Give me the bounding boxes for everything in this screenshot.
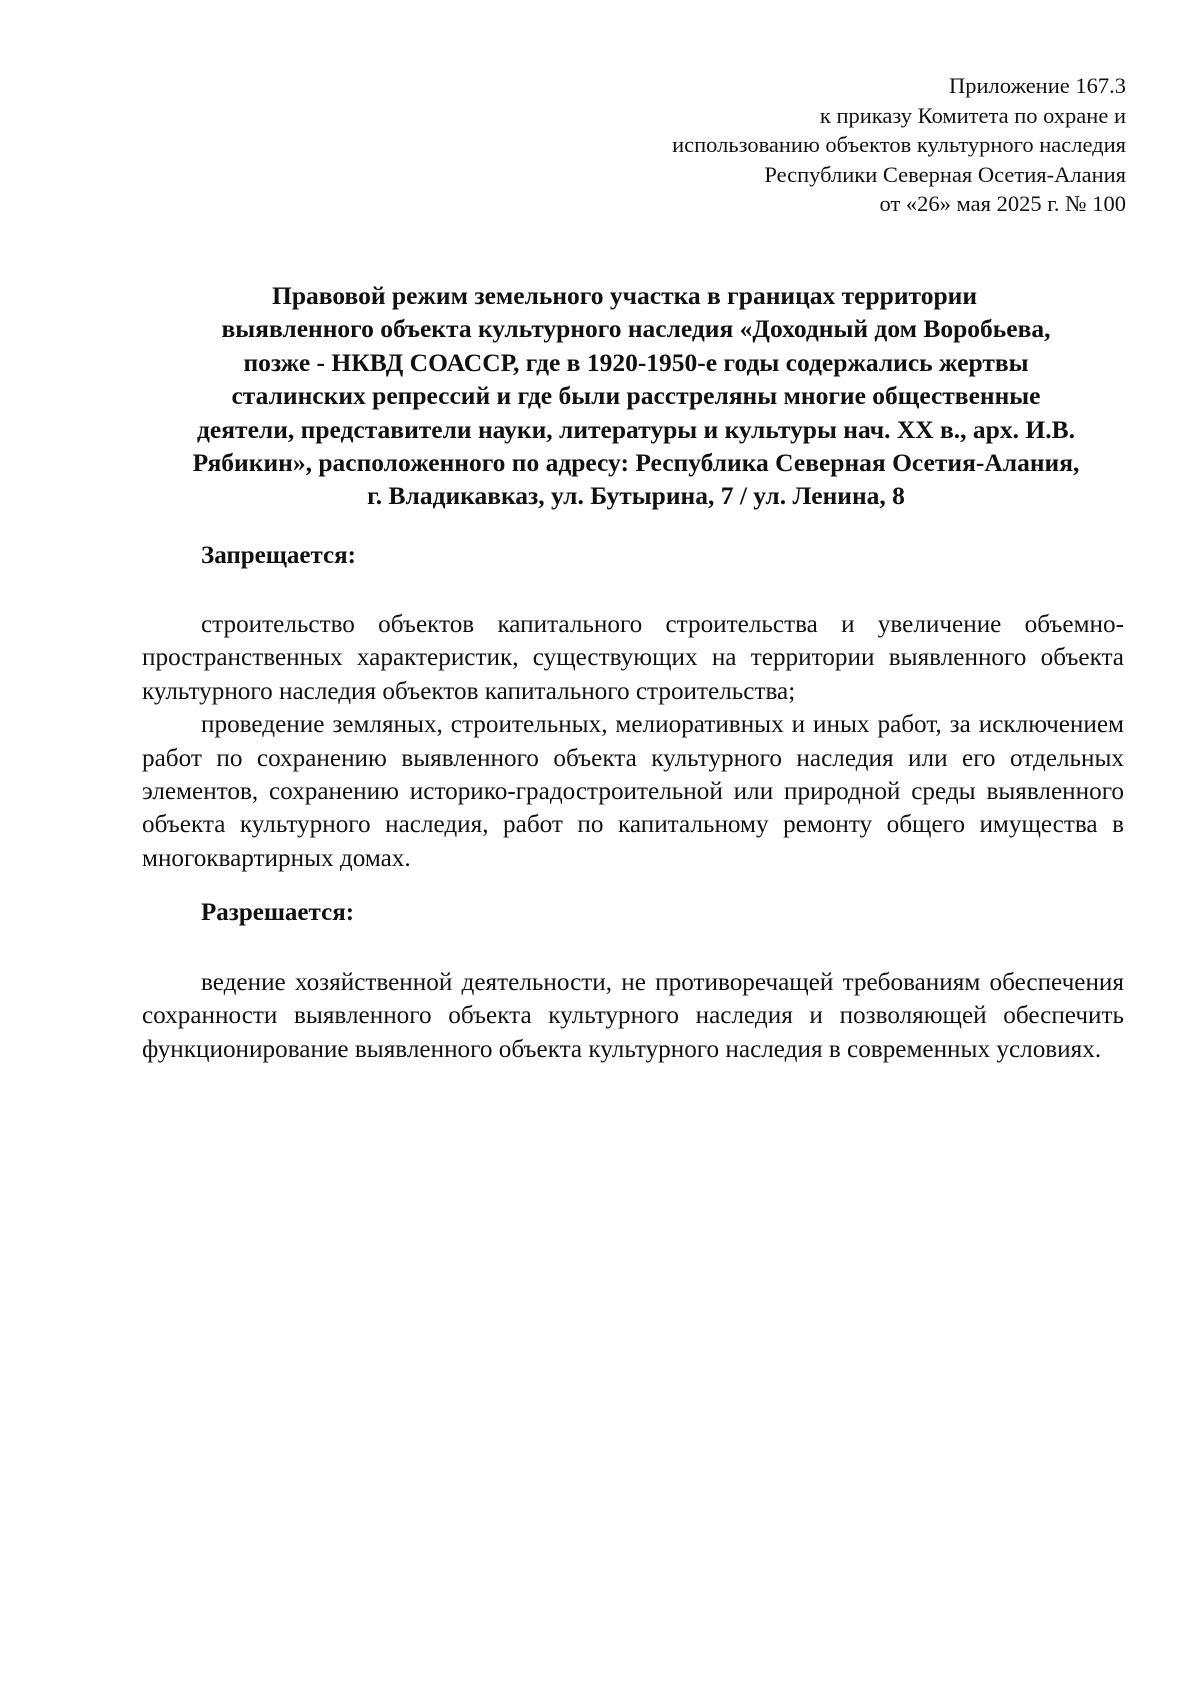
document-title [142, 279, 1130, 513]
republic-name-line: Республики Северная Осетия-Алания [764, 161, 1126, 187]
prohibited-heading: Запрещается: [201, 542, 357, 569]
permitted-section [142, 966, 1124, 1066]
title-line: деятели, представители науки, литературы и культуры нач. XX в., арх. И.В. [197, 414, 1075, 444]
title-line: Правовой режим земельного участка в границах территории [272, 281, 978, 310]
permitted-paragraph: ведение хозяйственной деятельности, не противоречащей требованиям обеспечения сохранности выявленного объекта культурного наследия и позволяющей обеспечить функционирование выявленного объекта культурного наследия в современных условиях. [142, 969, 1124, 1063]
title-line: Рябикин», расположенного по адресу: Республика Северная Осетия-Алания, [192, 448, 1080, 478]
title-line: г. Владикавказ, ул. Бутырина, 7 / ул. Ленина, 8 [367, 481, 905, 511]
order-date-number: от «26» мая 2025 г. № 100 [879, 191, 1126, 217]
committee-name-line: использованию объектов культурного наследия [672, 132, 1126, 158]
title-line: выявленного объекта культурного наследия «Доходный дом Воробьева, [221, 314, 1051, 344]
appendix-number: Приложение 167.3 [948, 73, 1126, 98]
prohibited-paragraph: проведение земляных, строительных, мелиоративных и иных работ, за исключением работ по сохранению выявленного объекта культурного наследия или его отдельных элементов, сохранению историко-градостроительной или природной среды выявленного объекта культурного наследия, работ по капитальному ремонту общего имущества в многоквартирных домах. [142, 711, 1124, 872]
order-reference-line: к приказу Комитета по охране и [819, 102, 1126, 128]
title-line: позже - НКВД СОАССР, где в 1920-1950-е годы содержались жертвы [243, 347, 1029, 377]
prohibited-paragraph: строительство объектов капитального строительства и увеличение объемно-пространственных характеристик, существующих на территории выявленного объекта культурного наследия объектов капитального строительства; [142, 611, 1124, 705]
prohibited-section [142, 608, 1124, 875]
permitted-heading: Разрешается: [201, 899, 355, 926]
title-line: сталинских репрессий и где были расстреляны многие общественные [231, 381, 1041, 411]
appendix-header [486, 71, 1126, 219]
